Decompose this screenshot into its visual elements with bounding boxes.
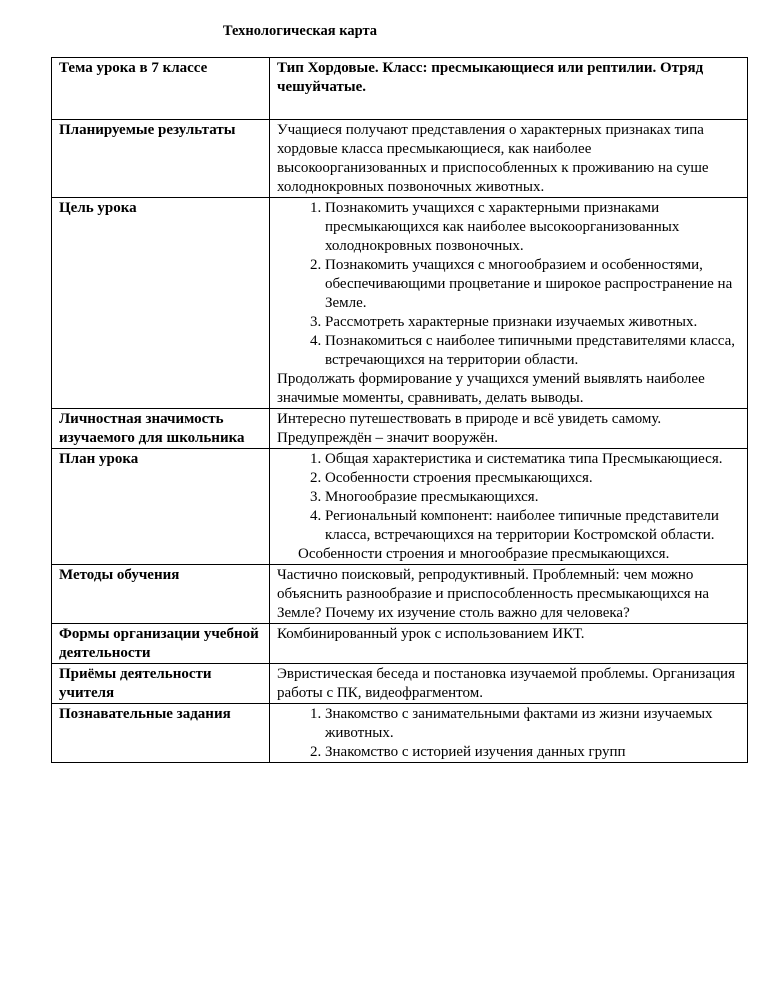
- list-item: 4. Познакомиться с наиболее типичными представителями класса, встречающихся на территории области.: [325, 332, 742, 370]
- goal-value: [270, 198, 748, 409]
- list-item: 1. Общая характеристика и систематика типа Пресмыкающиеся.: [325, 450, 742, 469]
- table-row-teacher-techniques: [52, 664, 748, 704]
- organization-forms-label: Формы организации учебной деятельности: [52, 624, 270, 664]
- planned-results-value: Учащиеся получают представления о характерных признаках типа хордовые класса пресмыкающиеся, как наиболее высокоорганизованных и приспособленных к проживанию на суше холоднокровных позвоночных животных.: [270, 120, 748, 198]
- list-item: 2. Особенности строения пресмыкающихся.: [325, 469, 742, 488]
- table-row-lesson-plan: [52, 449, 748, 565]
- personal-significance-label: Личностная значимость изучаемого для школьника: [52, 409, 270, 449]
- table-row-personal-significance: [52, 409, 748, 449]
- teaching-methods-value: Частично поисковый, репродуктивный. Проблемный: чем можно объяснить разнообразие и приспособленность пресмыкающихся на Земле? Почему их изучение столь важно для человека?: [270, 565, 748, 624]
- table-row-cognitive-tasks: [52, 704, 748, 763]
- table-row-goal: [52, 198, 748, 409]
- lesson-plan-label: План урока: [52, 449, 270, 565]
- goal-label: Цель урока: [52, 198, 270, 409]
- personal-significance-line: Предупреждён – значит вооружён.: [277, 430, 499, 446]
- lesson-plan-value: [270, 449, 748, 565]
- cognitive-tasks-label: Познавательные задания: [52, 704, 270, 763]
- organization-forms-value: Комбинированный урок с использованием ИКТ.: [270, 624, 748, 664]
- document-title: Технологическая карта: [222, 23, 378, 39]
- personal-significance-value: [270, 409, 748, 449]
- list-item: 3. Многообразие пресмыкающихся.: [325, 488, 742, 507]
- table-row-teaching-methods: [52, 565, 748, 624]
- list-item: 2. Познакомить учащихся с многообразием и особенностями, обеспечивающими процветание и широкое распространение на Земле.: [325, 256, 742, 313]
- teaching-methods-label: Методы обучения: [52, 565, 270, 624]
- list-item: 1. Познакомить учащихся с характерными признаками пресмыкающихся как наиболее высокоорганизованных холоднокровных позвоночных.: [325, 199, 742, 256]
- teacher-techniques-value: Эвристическая беседа и постановка изучаемой проблемы. Организация работы с ПК, видеофрагментом.: [270, 664, 748, 704]
- goal-note: Продолжать формирование у учащихся умений выявлять наиболее значимые моменты, сравнивать, делать выводы.: [277, 371, 705, 406]
- list-item: 2. Знакомство с историей изучения данных групп: [325, 743, 742, 762]
- table-row-topic: [52, 58, 748, 120]
- personal-significance-line: Интересно путешествовать в природе и всё увидеть самому.: [277, 411, 662, 427]
- table-row-planned-results: [52, 120, 748, 198]
- goal-list: [277, 199, 742, 370]
- list-item: 4. Региональный компонент: наиболее типичные представители класса, встречающихся на территории Костромской области.: [325, 507, 742, 545]
- lesson-table: [51, 57, 748, 763]
- list-item: 3. Рассмотреть характерные признаки изучаемых животных.: [325, 313, 742, 332]
- table-row-organization-forms: [52, 624, 748, 664]
- topic-value: Тип Хордовые. Класс: пресмыкающиеся или рептилии. Отряд чешуйчатые.: [270, 58, 748, 120]
- planned-results-label: Планируемые результаты: [52, 120, 270, 198]
- cognitive-tasks-list: [277, 705, 742, 762]
- lesson-plan-list: [277, 450, 742, 545]
- topic-label: Тема урока в 7 классе: [52, 58, 270, 120]
- list-item: 1. Знакомство с занимательными фактами из жизни изучаемых животных.: [325, 705, 742, 743]
- teacher-techniques-label: Приёмы деятельности учителя: [52, 664, 270, 704]
- cognitive-tasks-value: [270, 704, 748, 763]
- lesson-plan-note: Особенности строения и многообразие пресмыкающихся.: [298, 546, 670, 562]
